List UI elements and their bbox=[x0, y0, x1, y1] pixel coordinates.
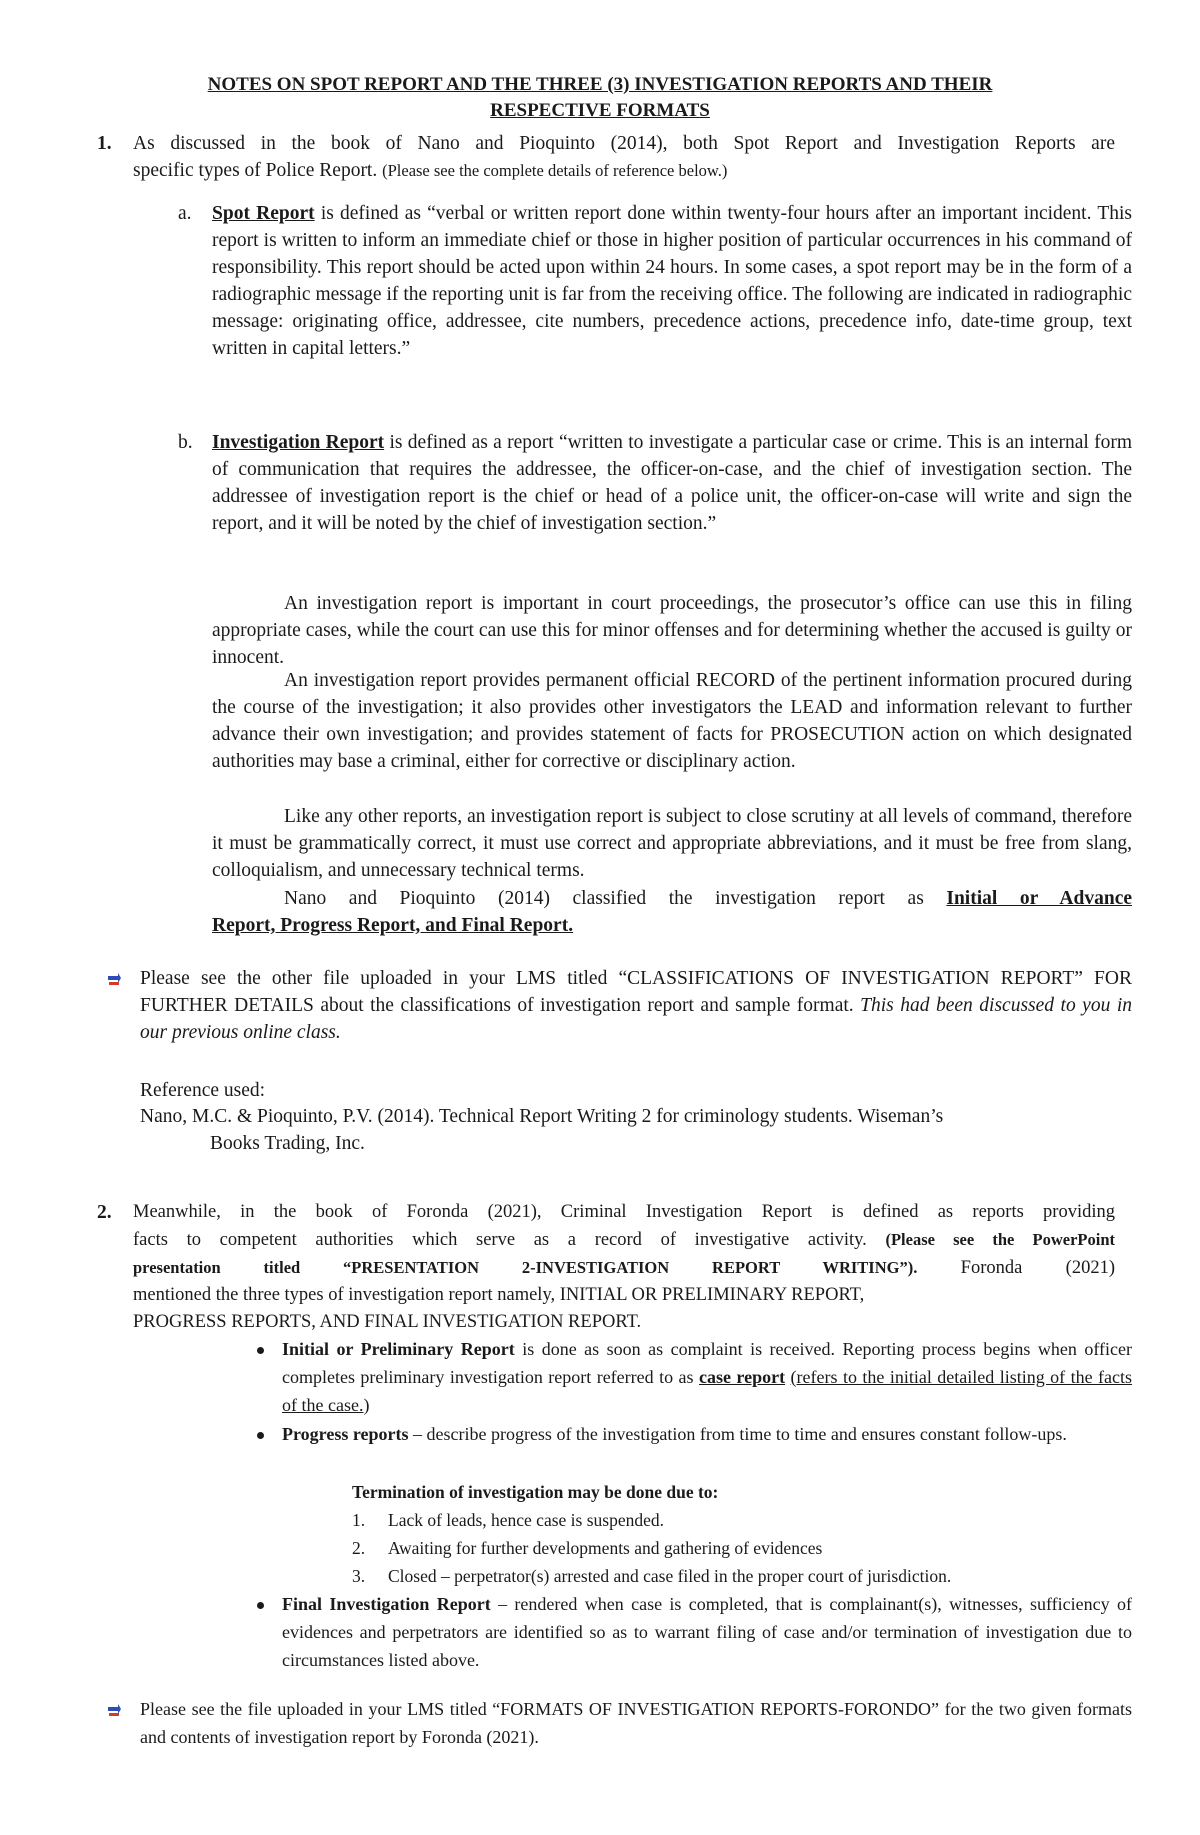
investigation-report-definition: is defined as a report “written to investigate a particular case or crime. This is an internal form of communication that requires the addressee, the officer-on-case, and the chief of investigation section. The addressee of investigation report is the chief or head of a police unit, the officer-on-case will write and sign the report, and it will be noted by the chief of investigation section.” bbox=[212, 432, 1132, 534]
bullet-progress-reports bbox=[282, 1420, 1132, 1448]
note-classifications-file bbox=[140, 965, 1132, 1046]
bullet-final-report bbox=[282, 1590, 1132, 1674]
initial-report-text: is done as soon as complaint is received. Reporting process begins when officer completes preliminary investigation report referred to as bbox=[282, 1339, 1132, 1387]
progress-reports-text: – describe progress of the investigation from time to time and ensures constant follow-ups. bbox=[408, 1424, 1067, 1444]
intro-line-1: As discussed in the book of Nano and Pioquinto (2014), both Spot Report and Investigation Reports are bbox=[133, 133, 1115, 154]
item-a-label: a. bbox=[178, 203, 192, 224]
item-b-investigation-report bbox=[212, 429, 1132, 537]
section-2-intro bbox=[133, 1199, 1115, 1336]
note-classifications-text: Please see the other file uploaded in your LMS titled “CLASSIFICATIONS OF INVESTIGATION REPORT” FOR FURTHER DETAILS about the classifications of investigation report and sample format. bbox=[140, 968, 1132, 1016]
paragraph-classification bbox=[212, 885, 1132, 939]
section-1-intro bbox=[133, 130, 1115, 184]
section-2-line-4: mentioned the three types of investigation report namely, INITIAL OR PRELIMINARY REPORT, bbox=[133, 1285, 865, 1305]
section-2-number: 2. bbox=[97, 1202, 112, 1223]
initial-report-term: Initial or Preliminary Report bbox=[282, 1339, 515, 1359]
item-a-spot-report bbox=[212, 200, 1132, 362]
paragraph-scrutiny: Like any other reports, an investigation report is subject to close scrutiny at all levels of command, therefore it must be grammatically correct, it must use correct and appropriate abbreviations, and it must be free from slang, colloquialism, and unnecessary technical terms. bbox=[212, 806, 1132, 881]
section-2-line-2: facts to competent authorities which serve as a record of investigative activity. bbox=[133, 1230, 867, 1250]
case-report-close: ) bbox=[363, 1395, 370, 1415]
termination-item-text: Awaiting for further developments and gathering of evidences bbox=[388, 1538, 823, 1558]
classification-bold-1: Initial or Advance bbox=[946, 888, 1133, 909]
investigation-report-term: Investigation Report bbox=[212, 432, 385, 453]
paragraph-court-proceedings: An investigation report is important in court proceedings, the prosecutor’s office can use this in filing appropriate cases, while the court can use this for minor offenses and for determining whether the accused is guilty or innocent. bbox=[212, 593, 1132, 668]
spot-report-definition: is defined as “verbal or written report done within twenty-four hours after an important incident. This report is written to inform an immediate chief or those in higher position of particular occurrences in his command of responsibility. This report should be acted upon within 24 hours. In some cases, a spot report may be in the form of a radiographic message if the reporting unit is far from the receiving office. The following are indicated in radiographic message: originating office, addressee, cite numbers, precedence actions, precedence info, date-time group, text written in capital letters.” bbox=[212, 203, 1132, 359]
case-report-term: case report bbox=[699, 1367, 786, 1387]
progress-reports-term: Progress reports bbox=[282, 1424, 409, 1444]
termination-heading: Termination of investigation may be done due to: bbox=[352, 1482, 719, 1502]
termination-item-text: Closed – perpetrator(s) arrested and case filed in the proper court of jurisdiction. bbox=[388, 1566, 952, 1586]
reference-citation bbox=[140, 1103, 1132, 1157]
arrow-bullet-icon bbox=[107, 1704, 121, 1718]
reference-line-2: Books Trading, Inc. bbox=[210, 1133, 365, 1154]
final-report-text: – rendered when case is completed, that is complainant(s), witnesses, sufficiency of evidences and perpetrators are identified so as to warrant filing of case and/or termination of investigation due to circumstances listed above. bbox=[282, 1594, 1132, 1670]
termination-item-number: 1. bbox=[352, 1510, 366, 1530]
item-b-label: b. bbox=[178, 432, 193, 453]
bullet-dot bbox=[257, 1347, 264, 1354]
termination-item-text: Lack of leads, hence case is suspended. bbox=[388, 1510, 665, 1530]
section-1-number: 1. bbox=[97, 133, 112, 154]
document-title-line-2: RESPECTIVE FORMATS bbox=[490, 100, 710, 121]
arrow-bullet-icon bbox=[107, 973, 121, 987]
bullet-dot bbox=[257, 1602, 264, 1609]
termination-item-number: 2. bbox=[352, 1538, 366, 1558]
reference-line-1: Nano, M.C. & Pioquinto, P.V. (2014). Technical Report Writing 2 for criminology students. Wiseman’s bbox=[140, 1106, 944, 1127]
reference-label: Reference used: bbox=[140, 1080, 266, 1101]
bullet-dot bbox=[257, 1432, 264, 1439]
spot-report-term: Spot Report bbox=[212, 203, 315, 224]
section-2-line-3-end: Foronda (2021) bbox=[960, 1258, 1115, 1278]
document-title-line-1: NOTES ON SPOT REPORT AND THE THREE (3) INVESTIGATION REPORTS AND THEIR bbox=[207, 74, 993, 95]
classification-text: Nano and Pioquinto (2014) classified the investigation report as bbox=[284, 888, 924, 909]
intro-line-2: specific types of Police Report. bbox=[133, 160, 378, 181]
case-report-explanation: (refers to the initial detailed listing of the facts of the case. bbox=[282, 1367, 1133, 1415]
termination-item-number: 3. bbox=[352, 1566, 366, 1586]
section-2-line-3-bold: presentation titled “PRESENTATION 2-INVESTIGATION REPORT WRITING”). bbox=[133, 1258, 918, 1277]
bullet-initial-report bbox=[282, 1335, 1132, 1419]
paragraph-permanent-record: An investigation report provides permanent official RECORD of the pertinent information procured during the course of the investigation; it also provides other investigators the LEAD and information relevant to further advance their own investigation; and provides statement of facts for PROSECUTION action on which designated authorities may base a criminal, either for corrective or disciplinary action. bbox=[212, 670, 1132, 772]
note-classifications-italic: This had been discussed to you in our previous online class. bbox=[140, 995, 1132, 1043]
section-2-line-1: Meanwhile, in the book of Foronda (2021), Criminal Investigation Report is defined as reports providing bbox=[133, 1202, 1115, 1222]
classification-bold-2: Report, Progress Report, and Final Report. bbox=[212, 915, 574, 936]
intro-reference-note: (Please see the complete details of reference below.) bbox=[382, 161, 728, 180]
note-formats-file: Please see the file uploaded in your LMS titled “FORMATS OF INVESTIGATION REPORTS-FORONDO” for the two given formats and contents of investigation report by Foronda (2021). bbox=[140, 1699, 1132, 1747]
section-2-line-2-bold: (Please see the PowerPoint bbox=[885, 1230, 1115, 1249]
section-2-line-5: PROGRESS REPORTS, AND FINAL INVESTIGATION REPORT. bbox=[133, 1312, 642, 1332]
final-report-term: Final Investigation Report bbox=[282, 1594, 491, 1614]
